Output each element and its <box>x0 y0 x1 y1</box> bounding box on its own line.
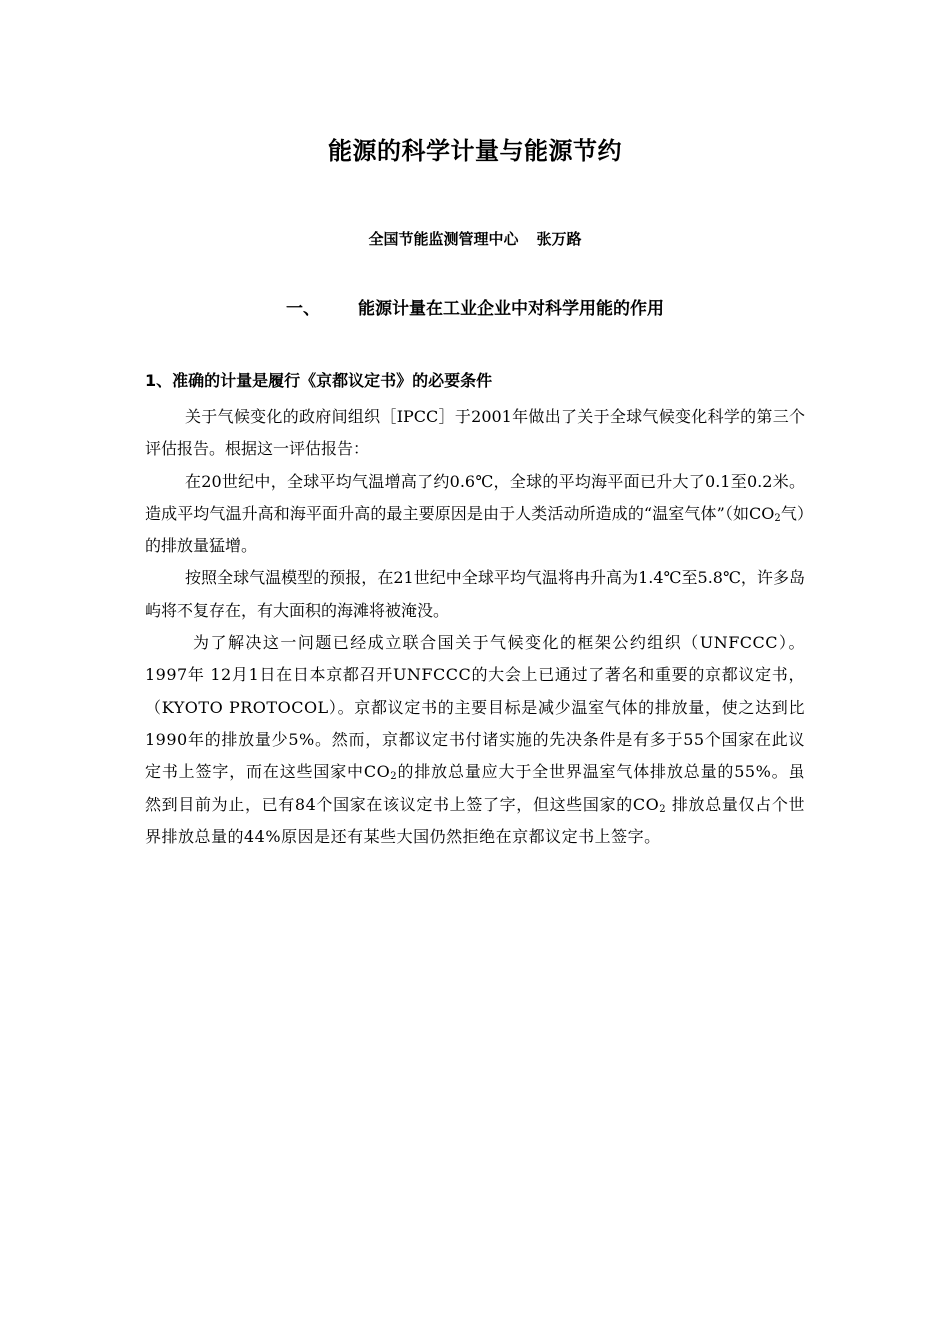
paragraph-temperature: 在20世纪中，全球平均气温增高了约0.6℃，全球的平均海平面已升大了0.1至0.2米。造成平均气温升高和海平面升高的最主要原因是由于人类活动所造成的“温室气体”（如$CO_2$气）的排放量猛增。 <box>145 471 805 556</box>
section-title: 能源计量在工业企业中对科学用能的作用 <box>358 299 664 319</box>
section-number: 一、 <box>286 299 320 319</box>
author-organization: 全国节能监测管理中心 <box>368 230 519 248</box>
paragraph-unfccc: 为了解决这一问题已经成立联合国关于气候变化的框架公约组织（UNFCCC）。1997年 12月1日在日本京都召开UNFCCC的大会上已通过了著名和重要的京都议定书，（KYOTO PROTOCOL）。京都议定书的主要目标是减少温室气体的排放量，使之达到比1990年的排放量少5%。然而，京都议定书付诸实施的先决条件是有多于55个国家在此议定书上签字，而在这些国家中$CO_2$的排放总量应大于全世界温室气体排放总量的55%。虽然到目前为止，已有84个国家在该议定书上签了字，但这些国家的$CO_2$ 排放总量仅占个世界排放总量的44%原因是还有某些大国仍然拒绝在京都议定书上签字。 <box>145 633 805 846</box>
author-line <box>0 228 950 250</box>
paragraph-forecast: 按照全球气温模型的预报，在21世纪中全球平均气温将冉升高为1.4℃至5.8℃，许多岛屿将不复存在，有大面积的海滩将被淹没。 <box>145 568 805 620</box>
paragraph-ipcc: 关于气候变化的政府间组织［IPCC］于2001年做出了关于全球气候变化科学的第三个评估报告。根据这一评估报告： <box>145 407 805 459</box>
document-title: 能源的科学计量与能源节约 <box>328 137 622 165</box>
subsection-heading: 1、准确的计量是履行《京都议定书》的必要条件 <box>145 371 493 390</box>
body-text <box>145 401 805 853</box>
section-heading <box>0 296 950 322</box>
author-name: 张万路 <box>536 230 582 248</box>
